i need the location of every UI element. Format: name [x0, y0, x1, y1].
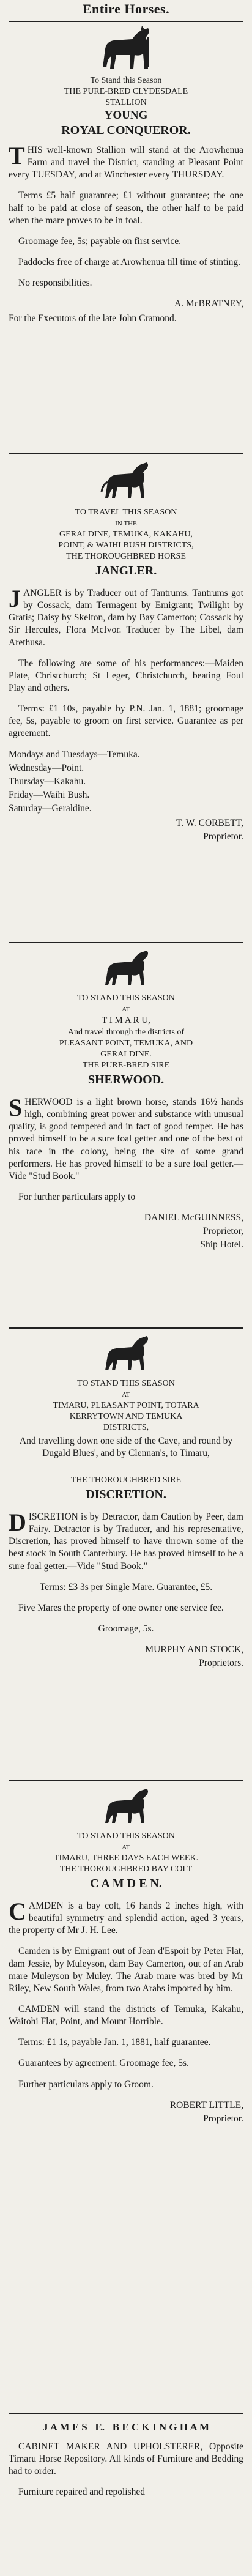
ad5-contact: Further particulars apply to Groom. — [18, 2079, 154, 2090]
ad1-stallion: STALLION — [105, 98, 147, 107]
ad2-line3: GERALDINE, TEMUKA, KAKAHU, — [59, 530, 193, 539]
ad3-horse-name: SHERWOOD. — [87, 1073, 165, 1086]
ad2-schedule-3: Thursday—Kakahu. — [9, 776, 86, 787]
ad4-signature: MURPHY AND STOCK, — [145, 1644, 243, 1655]
ad6-business-name: J A M E S E. B E C K I N G H A M — [42, 2421, 210, 2433]
ad1-terms: Terms £5 half guarantee; £1 without guarantee; the one half to be paid at close of season, the other half to be paid when the mare proves to be in foal. — [9, 190, 243, 226]
ad1-description: THIS well-known Stallion will stand at the Arowhenua Farm and travel the District, standing at Pleasant Point every TUESDAY, and at Winchester every THURSDAY. — [9, 142, 243, 180]
ad5-line3: TIMARU, THREE DAYS EACH WEEK. — [53, 1854, 199, 1863]
ad3-intro: TO STAND THIS SEASON — [77, 993, 175, 1003]
ad2-pedigree: JANGLER is by Traducer out of Tantrums. Tantrums got by Cossack, dam Termagent by Emigrant; Twilight by Gratis; Daisy by Skelton, dam by Bay Camerton; Cossack by Sir Hercules, Flora McIvor. Traducer by The Libel, dam Arethusa. — [9, 585, 243, 648]
ad5-districts: CAMDEN will stand the districts of Temuka, Kakahu, Waitohi Flat, Point, and Mount Horrible. — [9, 2003, 243, 2027]
ad5-guarantee: Guarantees by agreement. Groomage fee, 5s. — [18, 2058, 189, 2069]
ad6-body — [9, 2441, 243, 2507]
divider — [9, 21, 243, 22]
ad5-intro: TO STAND THIS SEASON — [77, 1832, 175, 1841]
ad5-title: Proprietor. — [203, 2113, 243, 2124]
ad4-route — [9, 1435, 243, 1462]
horse-icon — [100, 1787, 152, 1827]
ad1-groomage: Groomage fee, 5s; payable on first service. — [18, 236, 181, 247]
ad3-line2: AT — [122, 1006, 130, 1013]
ad3-contact: For further particulars apply to — [18, 1191, 136, 1202]
ad3-line3: T I M A R U, — [102, 1015, 150, 1025]
ad2-schedule-1: Mondays and Tuesdays—Temuka. — [9, 749, 140, 760]
ad1-signature: A. McBRATNEY, — [174, 299, 243, 310]
ad1-name-line2: ROYAL CONQUEROR. — [61, 124, 191, 137]
ad2-line5: THE THOROUGHBRED HORSE — [66, 552, 186, 561]
ad2-performances: The following are some of his performances:—Maiden Plate, Christchurch; St Leger, Christchurch, beating Foul Play and others. — [9, 658, 243, 693]
ad4-line7: THE THOROUGHBRED SIRE — [70, 1475, 182, 1485]
ad3-address: Ship Hotel. — [200, 1239, 243, 1250]
divider — [9, 453, 243, 454]
page-heading: Entire Horses. — [82, 1, 170, 17]
clydesdale-horse-icon — [95, 24, 157, 75]
ad1-paddocks: Paddocks free of charge at Arowhenua till time of stinting. — [18, 256, 241, 267]
ad2-line2: IN THE — [115, 520, 137, 527]
ad2-title: Proprietor. — [203, 831, 243, 842]
ad5-body — [9, 1900, 243, 2134]
ad2-horse-name: JANGLER. — [95, 564, 157, 577]
ad4-terms: Terms: £3 3s per Single Mare. Guarantee, £5. — [39, 1581, 213, 1592]
ad4-line2: AT — [122, 1391, 130, 1398]
racehorse-icon — [100, 460, 152, 503]
ad4-intro: TO STAND THIS SEASON — [77, 1379, 175, 1388]
ad4-body — [9, 1511, 243, 1678]
ad2-body — [9, 587, 243, 852]
ad4-pedigree: DISCRETION is by Detractor, dam Caution by Peer, dam Fairy. Detractor is by Traducer, and his representative, Discretion, has proved himself to have thrown some of the best stock in South Canterbury. He has proved himself to be a sure foal getter.—Vide "Stud Book." — [9, 1509, 243, 1572]
ad5-description: CAMDEN is a bay colt, 16 hands 2 inches high, with beautiful symmetry and splendid action, aged 3 years, the property of Mr J. H. Lee. — [9, 1898, 243, 1936]
horse-icon — [100, 1335, 152, 1374]
ad5-line2: AT — [122, 1844, 130, 1851]
ad3-line6: GERALDINE. — [100, 1050, 152, 1059]
ad5-pedigree: Camden is by Emigrant out of Jean d'Espoit by Peter Flat, dam Jessie, by Muleyson, dam Bay Camerton, out of an Arab mare Muleyson by Muley. The Arab mare was bred by Mr Riley, New South Wales, from two Arabs imported by him. — [9, 1946, 243, 1994]
ad3-signature: DANIEL McGUINNESS, — [144, 1212, 243, 1223]
ad4-line5: DISTRICTS, — [103, 1423, 149, 1432]
ad4-groomage: Groomage, 5s. — [98, 1623, 154, 1634]
ad2-schedule-5: Saturday—Geraldine. — [9, 803, 92, 814]
ad4-line4: KERRYTOWN AND TEMUKA — [69, 1412, 183, 1421]
ad3-body — [9, 1096, 243, 1260]
divider — [9, 2413, 243, 2414]
ad5-terms: Terms: £1 1s, payable Jan. 1, 1881, half guarantee. — [18, 2037, 211, 2048]
ad3-line5: PLEASANT POINT, TEMUKA, AND — [59, 1039, 193, 1048]
ad4-line3: TIMARU, PLEASANT POINT, TOTARA — [53, 1401, 199, 1410]
divider — [9, 1327, 243, 1329]
ad1-executors: For the Executors of the late John Cramond. — [9, 313, 177, 324]
ad4-route-text: And travelling down one side of the Cave, and round by Dugald Blues', and by Clennan's, to Timaru, — [19, 1436, 233, 1459]
ad3-line7: THE PURE-BRED SIRE — [82, 1061, 170, 1070]
ad2-schedule-2: Wednesday—Point. — [9, 762, 84, 773]
ad4-mares: Five Mares the property of one owner one service fee. — [18, 1602, 224, 1613]
ad2-terms: Terms: £1 10s, payable by P.N. Jan. 1, 1881; groomage fee, 5s, payable to groom on first service. Guarantee as per agreement. — [9, 703, 243, 739]
ad1-body — [9, 144, 243, 334]
ad4-title: Proprietors. — [199, 1658, 243, 1669]
ad5-line4: THE THOROUGHBRED BAY COLT — [59, 1865, 193, 1874]
divider — [9, 1780, 243, 1781]
ad4-horse-name: DISCRETION. — [86, 1488, 166, 1501]
ad1-breed: THE PURE-BRED CLYDESDALE — [64, 87, 188, 96]
divider — [9, 942, 243, 943]
ad3-line4: And travel through the districts of — [67, 1028, 185, 1037]
horse-icon — [100, 949, 152, 989]
ad2-schedule-4: Friday—Waihi Bush. — [9, 789, 90, 800]
ad1-intro: To Stand this Season — [90, 76, 162, 85]
ad1-responsibility: No responsibilities. — [18, 278, 92, 289]
ad3-description: SHERWOOD is a light brown horse, stands 16½ hands high, combining great power and substance with unusual quality, is good tempered and in fact of good temper. He has proved himself to be a sure foal getter and one of the best of his race in the colony, being the sire of some grand performers. He has proved himself to be a sure foal getter.—Vide "Stud Book." — [9, 1094, 243, 1181]
ad1-name-line1: YOUNG — [104, 109, 148, 122]
ad6-description: CABINET MAKER AND UPHOLSTERER, Opposite Timaru Horse Repository. All kinds of Furniture and Bedding had to order. — [9, 2441, 243, 2477]
ad6-repairs: Furniture repaired and repolished — [18, 2487, 146, 2498]
ad2-line4: POINT, & WAIHI BUSH DISTRICTS, — [58, 541, 194, 550]
ad5-horse-name: C A M D E N. — [90, 1877, 162, 1890]
ad2-intro: TO TRAVEL THIS SEASON — [75, 508, 177, 517]
ad2-signature: T. W. CORBETT, — [176, 818, 243, 829]
ad3-title: Proprietor, — [202, 1226, 243, 1237]
ad5-signature: ROBERT LITTLE, — [169, 2099, 243, 2110]
